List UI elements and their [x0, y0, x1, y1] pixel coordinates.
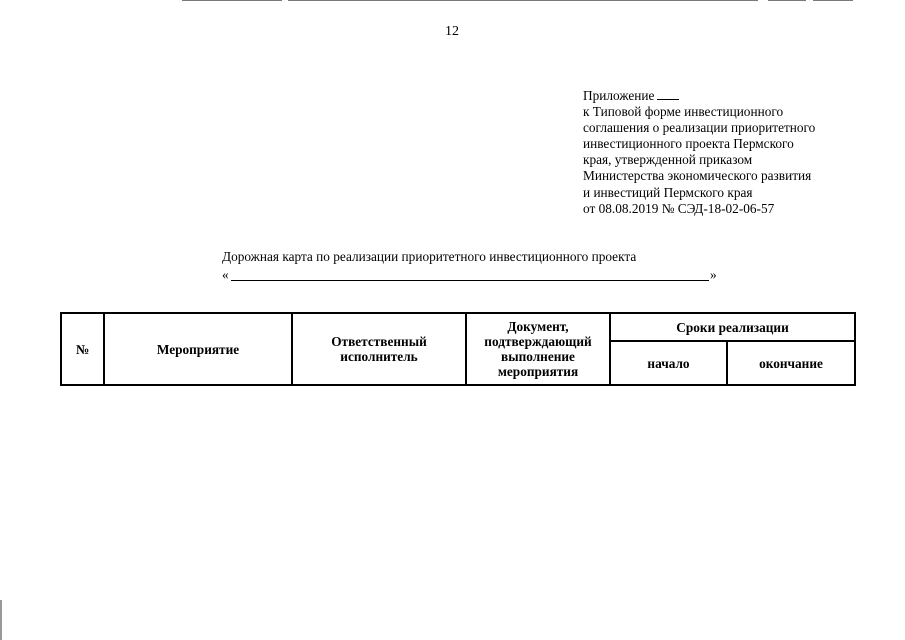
scan-artifact-edge	[0, 600, 2, 640]
project-name-blank	[231, 280, 709, 281]
heading-title: Дорожная карта по реализации приоритетного инвестиционного проекта	[222, 249, 637, 264]
column-header-activity: Мероприятие	[104, 313, 292, 385]
column-header-terms: Сроки реализации	[610, 313, 855, 341]
appendix-line: к Типовой форме инвестиционного	[583, 104, 784, 120]
scan-artifact-line-right-b	[813, 0, 853, 1]
appendix-block	[583, 88, 883, 217]
appendix-line: Министерства экономического развития	[583, 168, 812, 184]
column-header-start: начало	[610, 341, 727, 385]
roadmap-table	[60, 312, 856, 386]
column-header-number: №	[61, 313, 104, 385]
appendix-title: Приложение	[583, 88, 655, 103]
page-number: 12	[445, 24, 459, 39]
document-heading	[222, 248, 717, 284]
column-header-document: Документ, подтверждающий выполнение мероприятия	[466, 313, 610, 385]
appendix-number-blank	[657, 88, 679, 100]
appendix-title-line	[583, 88, 883, 104]
column-header-responsible: Ответственный исполнитель	[292, 313, 466, 385]
scan-artifact-line-middle	[288, 0, 758, 1]
column-header-end: окончание	[727, 341, 855, 385]
appendix-line: и инвестиций Пермского края	[583, 184, 753, 200]
table-header-row	[61, 313, 855, 341]
project-name-line	[222, 266, 717, 284]
scan-artifact-line-right-a	[768, 0, 806, 1]
scan-artifact-line-left	[182, 0, 282, 1]
appendix-line: соглашения о реализации приоритетного	[583, 120, 816, 136]
quote-open: «	[222, 267, 229, 282]
appendix-line: края, утвержденной приказом	[583, 152, 753, 168]
quote-close: »	[710, 267, 717, 282]
appendix-line: от 08.08.2019 № СЭД-18-02-06-57	[583, 200, 775, 216]
appendix-line: инвестиционного проекта Пермского	[583, 136, 794, 152]
